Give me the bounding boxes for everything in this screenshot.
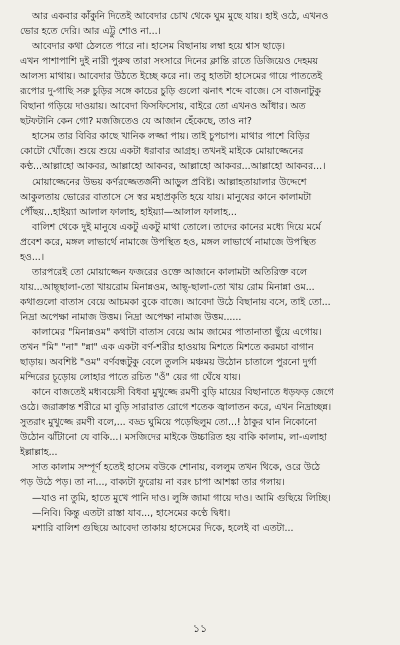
text-line: রূপোর দু-গাছি সরু চুড়ির সঙ্গে কাচের চুড়ি গুলো ঝনাৎ শব্দে বাজে। সে বাজনাটুকু [20,86,321,98]
text-line: ওঠে। জরাক্রান্ত শরীরে মা বুড়ি সারারাত রোগে শতেক জ্বালাতন করে, এখন নিদ্রাচ্ছন্ন। [20,402,332,414]
text-line: কণ্ঠ...আল্লাহো আকবর, আল্লাহো আকবর, আল্লাহো আকবর...আল্লাহো আকবর...। [20,161,326,173]
text-line: —নিবি। কিন্তু এতটা রাস্তা যাব..., হাসেমের কণ্ঠে দ্বিধা। [32,507,231,519]
text-line: কথাগুলো বাতাস বেয়ে আচমকা বুকে বাজে। আবেদা উঠে বিছানায় বসে, তাই তো... [20,296,331,308]
text-line: হও...। [20,251,45,263]
text-line: পৌঁছয়...হাইয়্যা আলাল ফালাহ, হাইয়্যা—আলাল ফালাহ... [20,206,237,218]
text-line: মন্দিরের চূড়োয় লোহার পাতে রচিত "ওঁ" য়ের গা ঘেঁষে যায়। [20,372,241,384]
text-line: আলস্য মাথায়। আবেদার উঠতে ইচ্ছে করে না। তবু হাতটা হাসেমের গায়ে পাততেই [20,71,323,83]
text-line: আর একবার কাঁকুনি দিতেই আবেদার চোখ থেকে ঘুম মুছে যায়। হাই ওঠে, এখনও [32,11,329,22]
text-line: মশারি বালিশ গুছিয়ে আবেদা তাকায় হাসেমের দিকে, হলেই বা এতটা... [32,522,294,534]
text-line: সুতরাং মুখুজ্জে রমণী বলে,... বড্ড ঘুমিয়ে পড়েছিলুম তো...! ঠাকুর ঘান নিকোনো [20,417,317,429]
text-line: বিছানা গড়িয়ে দাওয়ায়। আবেদা ফিসফিসোয়, বাইরে তো এখনও আঁধার। অত [20,101,306,113]
text-line: কানে বাজতেই মধ্যবয়েসী বিধবা মুখুজ্জে রমণী বুড়ি মায়ের বিছানাতে ধড়ফড় জেগে [32,387,334,399]
text-line: কোটো খোঁজে। শুয়ে শুয়ে একটা ধরাবার আগ্রহ। তখনই মাইকে মোয়াজ্জেনের [20,146,304,158]
page-number: ১১ [192,622,208,635]
text-line: কালামের "মিনান্নওম" কথাটা বাতাস বেয়ে আম জামের পাতানাতা ছুঁয়ে এগোয়। [32,326,322,338]
text-line: প্রবেশ করে, মঙ্গল লাভার্থে নামাজে উপস্থিত হও, মঙ্গল লাভার্থে নামাজে উপস্থিত [20,236,316,248]
text-line: পড় উঠে পড়। তা না..., বাক্যটা ফুরোয় না বরং চাপা আশঙ্কা তার গলায়। [20,477,285,489]
text-line: ইল্লাল্লাহ... [20,447,58,459]
body-text [20,9,385,536]
text-line: ছটফটানি কেন গো? মজজিতেও যে আজান হেঁকেছে, তাও না? [20,116,252,128]
text-line: ভোর হতে দেরি। আর এট্টু শোও না...। [20,26,161,38]
text-line: তখন "মি" "না" "ন্না" এক একটা বর্ণ-শরীর হাওয়ায় মিশতে মিশতে করমচা বাগান [20,342,314,354]
text-line: —যাও না তুমি, হাতে মুখে পানি দাও। লুঙ্গি জামা গায়ে দাও। আমি গুছিয়ে লিচ্ছি। [32,492,331,504]
text-line: হাসেম তার বিবির কাছে খানিক লজ্জা পায়। তাই চুপচাপ। মাথার পাশে বিড়ির [32,131,310,143]
text-line: আকুলতায় ভোরের বাতাসে সে স্বর মহাপ্রকৃতি হয়ে যায়। মানুষের কানে কালামটা [20,191,312,203]
text-line: ছাড়ায়। অবশিষ্ট "ওম" বর্ণবন্ধটুকু বেলে তুলসি মঞ্চময় উঠোন চাতালে পুরনো দুর্গা [20,357,317,369]
text-line: যায়...আছ্‌ছালা-তো খায়রোম মিনান্নওম, আছ্‌-ছালা-তো খায় রোম মিনান্না ওম... [20,281,315,293]
text-line: তারপরেই তো মোয়াজ্জেন ফজরের ওক্তে আজানে কালামটা অতিরিক্ত বলে [32,266,307,278]
text-line: মোয়াজ্জেনের উভয় কর্ণরজ্জেতর্জনী আড়ুল প্রবিষ্ট। আল্লাহতায়ালার উদ্দেশে [32,176,307,188]
text-line: নিদ্রা অপেক্ষা নামাজ উত্তম। নিদ্রা অপেক্ষা নামাজ উত্তম...... [20,311,242,323]
text-line: বালিশ থেকে দুই মানুষে একটু একটু মাথা তোলে। তাদের কানের মধ্যে দিয়ে মর্মে [32,221,321,233]
text-line: উঠোন ঝাঁটানো যে বাকি...। মসজিদের মাইকে উচ্চারিত হয় বাকি কালাম, লা-এলাহা [20,432,327,444]
text-line: এখন পাশাপাশি দুই নারী পুরুষ তারা সংসারে দিনের ক্লান্তি রাতে ডিজিয়েও দেহময় [20,56,318,68]
text-line: সাত কালাম সম্পূর্ণ হতেই হাসেম বউকে শোনায়, বললুম তখন থিকে, ওরে উঠে [32,462,320,474]
text-line: আবেদার কথা ঠেলতে পারে না। হাসেম বিছানায় লম্বা হয়ে শ্বাস ছাড়ে। [32,41,286,53]
